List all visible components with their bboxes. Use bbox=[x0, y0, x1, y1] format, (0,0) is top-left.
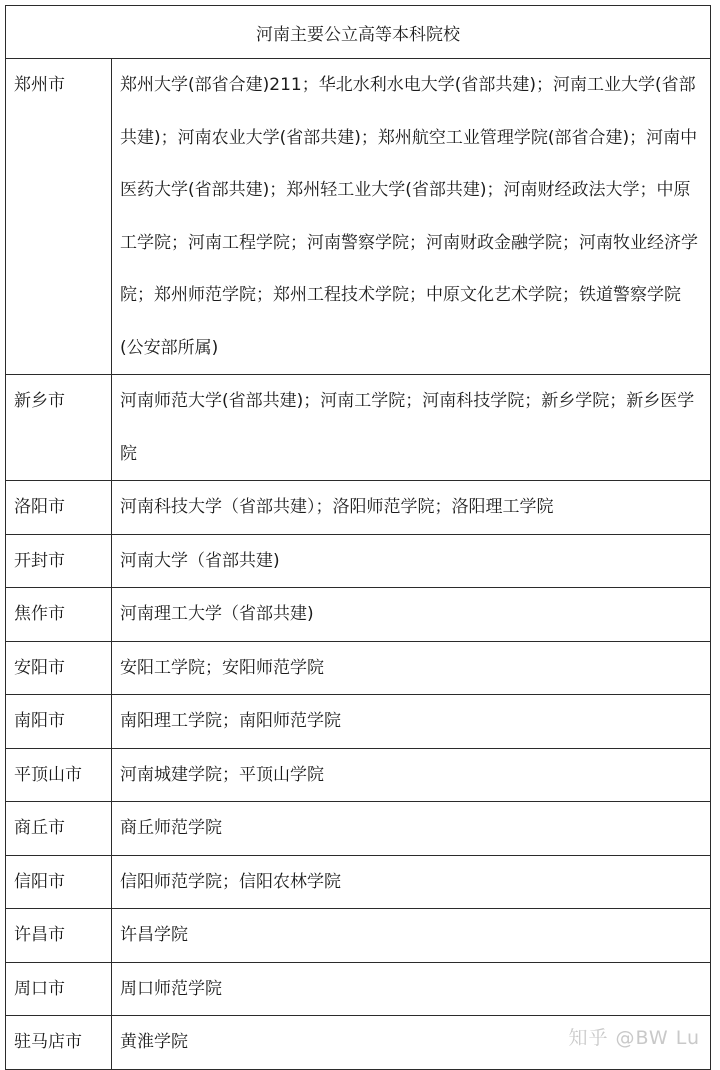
school-list: 周口师范学院 bbox=[112, 962, 711, 1016]
table-row bbox=[6, 802, 711, 856]
school-list: 安阳工学院；安阳师范学院 bbox=[112, 641, 711, 695]
city-name: 商丘市 bbox=[6, 802, 112, 856]
city-name: 驻马店市 bbox=[6, 1016, 112, 1070]
universities-table bbox=[5, 5, 711, 1070]
city-name: 洛阳市 bbox=[6, 481, 112, 535]
city-name: 郑州市 bbox=[6, 59, 112, 375]
city-name: 信阳市 bbox=[6, 855, 112, 909]
table-row bbox=[6, 748, 711, 802]
table-row bbox=[6, 962, 711, 1016]
city-name: 新乡市 bbox=[6, 375, 112, 481]
school-list: 郑州大学(部省合建)211；华北水利水电大学(省部共建)；河南工业大学(省部共建)；河南农业大学(省部共建)；郑州航空工业管理学院(部省合建)；河南中医药大学(省部共建)；郑州轻工业大学(省部共建)；河南财经政法大学；中原工学院；河南工程学院；河南警察学院；河南财政金融学院；河南牧业经济学院；郑州师范学院；郑州工程技术学院；中原文化艺术学院；铁道警察学院(公安部所属) bbox=[112, 59, 711, 375]
city-name: 周口市 bbox=[6, 962, 112, 1016]
school-list: 河南理工大学（省部共建) bbox=[112, 588, 711, 642]
table-row bbox=[6, 481, 711, 535]
table-row bbox=[6, 695, 711, 749]
city-name: 焦作市 bbox=[6, 588, 112, 642]
city-name: 开封市 bbox=[6, 534, 112, 588]
table-row bbox=[6, 534, 711, 588]
table-row bbox=[6, 855, 711, 909]
school-list: 信阳师范学院；信阳农林学院 bbox=[112, 855, 711, 909]
school-list: 许昌学院 bbox=[112, 909, 711, 963]
school-list: 河南师范大学(省部共建)；河南工学院；河南科技学院；新乡学院；新乡医学院 bbox=[112, 375, 711, 481]
school-list: 河南大学（省部共建) bbox=[112, 534, 711, 588]
table-row bbox=[6, 59, 711, 375]
table-row bbox=[6, 641, 711, 695]
universities-table-container bbox=[5, 5, 710, 1070]
table-title: 河南主要公立高等本科院校 bbox=[6, 6, 711, 59]
school-list: 河南科技大学（省部共建）；洛阳师范学院；洛阳理工学院 bbox=[112, 481, 711, 535]
zhihu-watermark: 知乎 @BW Lu bbox=[568, 1027, 700, 1049]
city-name: 许昌市 bbox=[6, 909, 112, 963]
school-list: 南阳理工学院；南阳师范学院 bbox=[112, 695, 711, 749]
table-row bbox=[6, 375, 711, 481]
table-row bbox=[6, 1016, 711, 1070]
table-row bbox=[6, 588, 711, 642]
table-row bbox=[6, 909, 711, 963]
school-list: 河南城建学院；平顶山学院 bbox=[112, 748, 711, 802]
city-name: 平顶山市 bbox=[6, 748, 112, 802]
city-name: 安阳市 bbox=[6, 641, 112, 695]
city-name: 南阳市 bbox=[6, 695, 112, 749]
school-list: 黄淮学院 bbox=[112, 1016, 711, 1070]
school-list: 商丘师范学院 bbox=[112, 802, 711, 856]
